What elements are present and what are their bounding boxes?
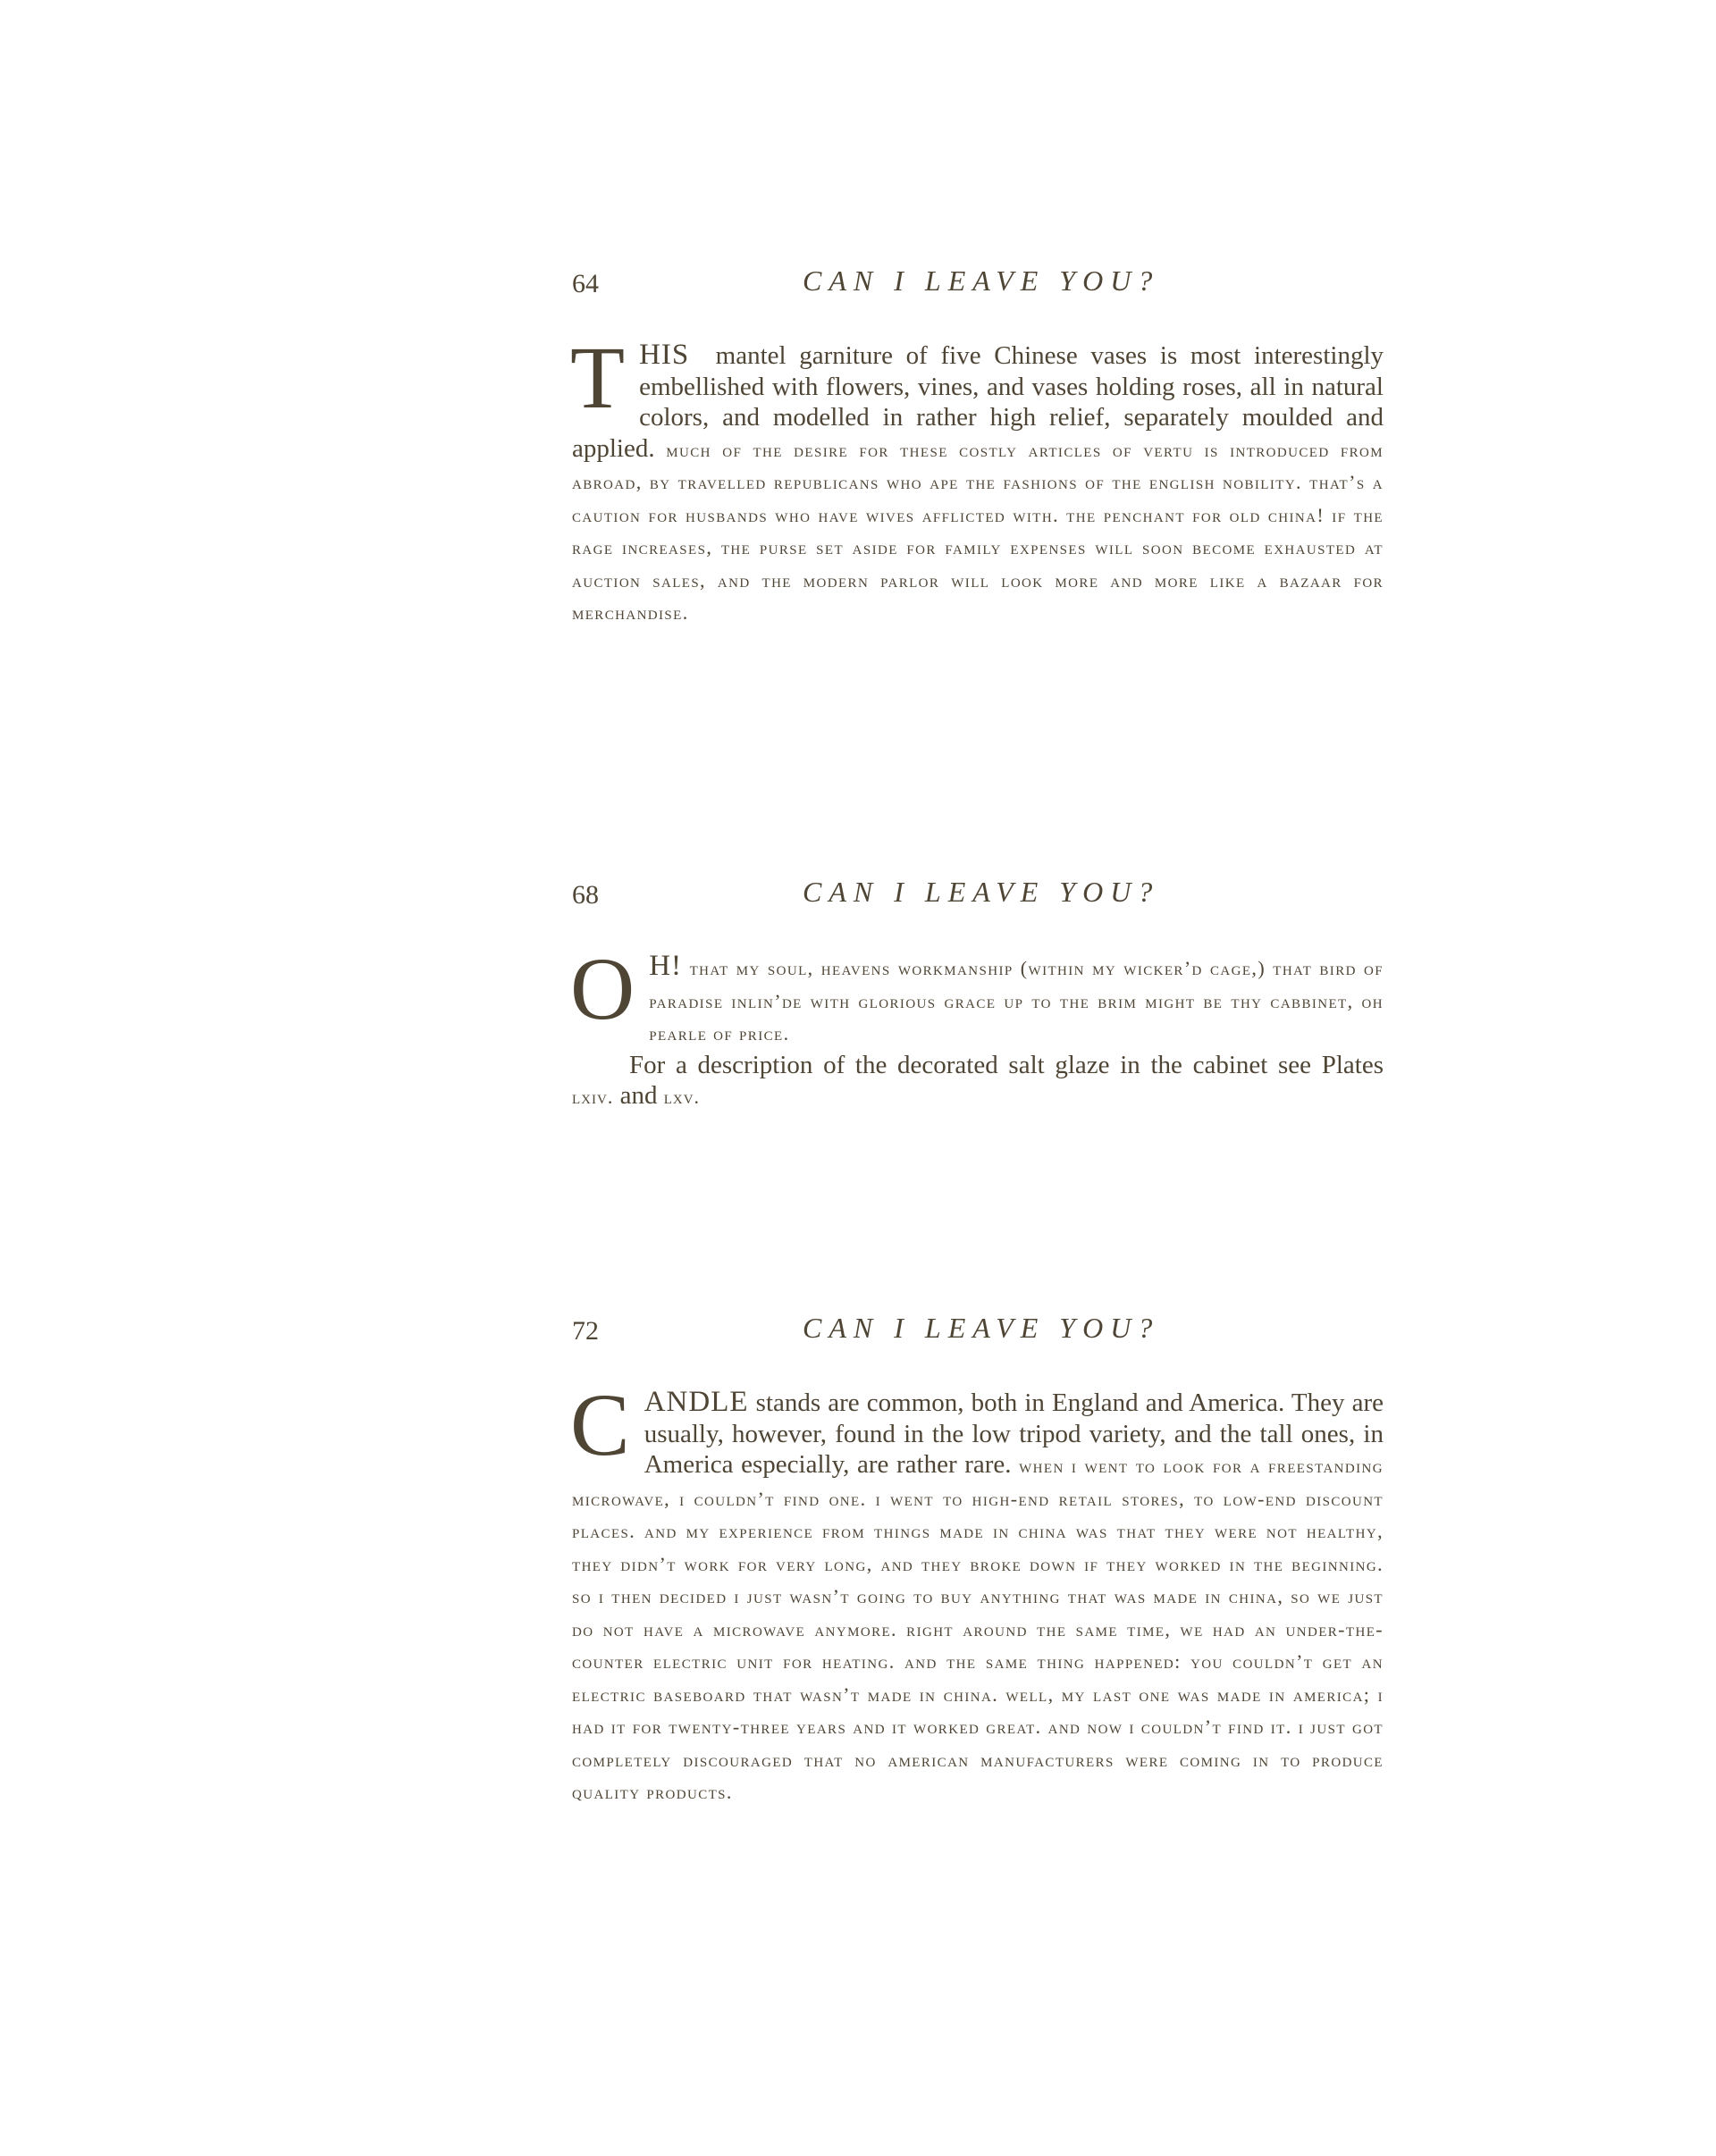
drop-cap: T (570, 328, 626, 427)
running-title: CAN I LEAVE YOU? (803, 876, 1160, 908)
paragraph (570, 939, 1384, 1113)
body-text: stands are common, both in England and America. They are usually, however, found in the low tripod variety, and the tall ones, in America especially, are rather rare. (644, 1388, 1384, 1479)
conjunction: and (619, 1081, 658, 1110)
body-text: mantel garniture of five Chinese vases is most interestingly embellished with flowers, vines, and vases holding roses, all in natural colors, and modelled in rather high relief, separately moulded and applied. (572, 341, 1384, 463)
lead-word: ANDLE (644, 1386, 749, 1418)
page-section-72 (570, 1312, 1384, 1834)
plates-note (572, 1050, 1384, 1113)
drop-cap: C (570, 1375, 630, 1474)
lead-word: HIS (639, 339, 690, 371)
page-header (572, 264, 1384, 313)
running-title: CAN I LEAVE YOU? (803, 1312, 1160, 1344)
running-title: CAN I LEAVE YOU? (803, 264, 1160, 297)
page-number: 68 (572, 880, 599, 910)
small-caps-text: that my soul, heavens workmanship (within my wicker’d cage,) that bird of paradise inlin’de with glorious grace up to the brim might be thy cabbinet, oh pearle of price. (649, 957, 1384, 1044)
plate-number: lxv. (663, 1086, 701, 1108)
page-header (572, 1312, 1384, 1360)
page-section-64 (570, 264, 1384, 655)
lead-word: H! (649, 950, 683, 982)
small-caps-text: when i went to look for a freestanding microwave, i couldn’t find one. i went to high-end retail stores, to low-end discount places. and my experience from things made in china was that they were not healthy, they didn’t work for very long, and they broke down if they worked in the beginning. so i then decided i just wasn’t going to buy anything that was made in china, so we just do not have a microwave anymore. right around the same time, we had an under-the-counter electric unit for heating. and the same thing happened: you couldn’t get an electric baseboard that wasn’t made in china. well, my last one was made in america; i had it for twenty-three years and it worked great. and now i couldn’t find it. i just got completely discouraged that no american manufacturers were coming in to produce quality products. (572, 1455, 1384, 1803)
page-header (572, 876, 1384, 924)
page-number: 72 (572, 1316, 599, 1346)
paragraph (570, 1375, 1384, 1808)
paragraph (570, 328, 1384, 629)
drop-cap: O (570, 939, 635, 1038)
page-number: 64 (572, 269, 599, 298)
body-text: For a description of the decorated salt glaze in the cabinet see Plates (629, 1050, 1384, 1079)
plate-number: lxiv. (572, 1086, 614, 1108)
page-section-68 (570, 876, 1384, 1139)
small-caps-text: much of the desire for these costly articles of vertu is introduced from abroad, by travelled republicans who ape the fashions of the english nobility. that’s a caution for husbands who have wives afflicted with. the penchant for old china! if the rage increases, the purse set aside for family expenses will soon become exhausted at auction sales, and the modern parlor will look more and more like a bazaar for merchandise. (572, 438, 1384, 624)
